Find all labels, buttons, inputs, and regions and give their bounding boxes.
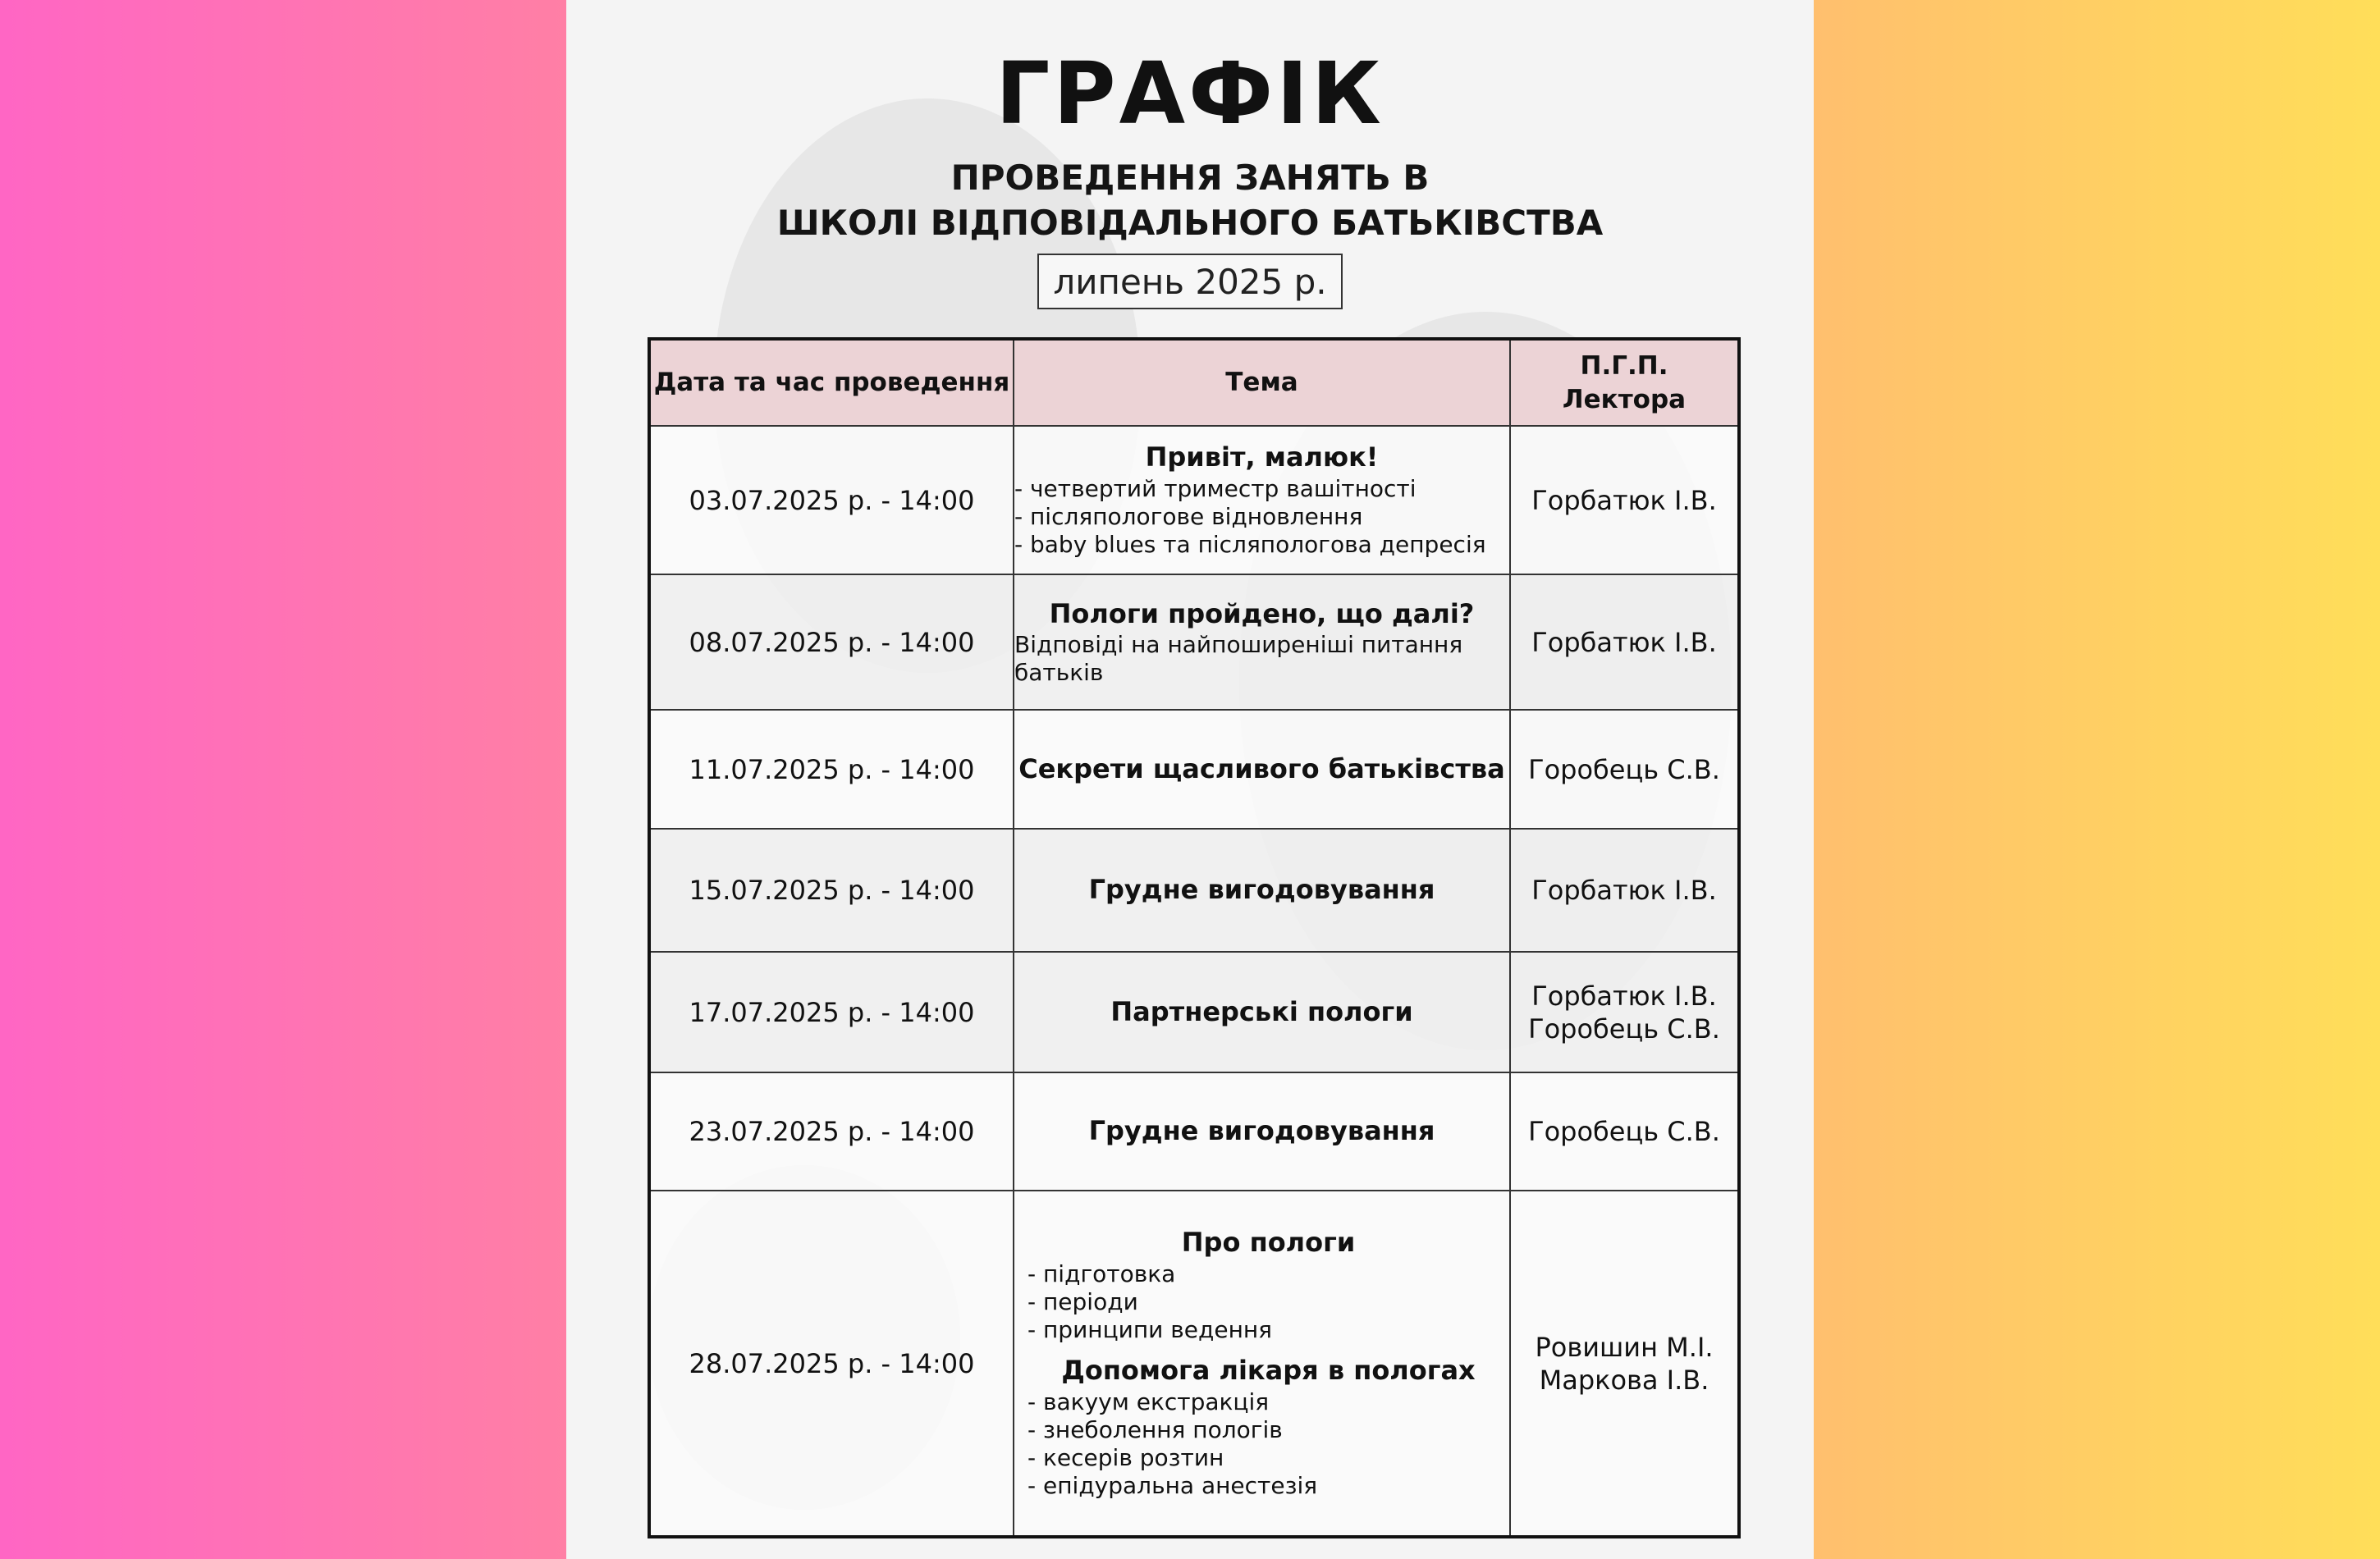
row-date: 11.07.2025 р. - 14:00 (649, 710, 1014, 829)
row-lecturer (1510, 1072, 1739, 1191)
poster-title: ГРАФІК (995, 43, 1385, 144)
topic-line: Відповіді на найпоширеніші питання (1014, 631, 1463, 659)
row-lecturer (1510, 710, 1739, 829)
row-lecturer (1510, 426, 1739, 574)
topic-line: - четвертий триместр вашітності (1014, 475, 1417, 503)
table-header-row (649, 339, 1739, 426)
lecturer-name: Горобець С.В. (1528, 1013, 1720, 1045)
topic-title: Секрети щасливого батьківства (1018, 752, 1505, 784)
left-gradient-panel (0, 0, 566, 1559)
lecturer-name: Горобець С.В. (1528, 753, 1720, 785)
schedule-table (648, 337, 1741, 1538)
schedule-poster (566, 0, 1814, 1559)
row-lecturer (1510, 829, 1739, 952)
row-date: 08.07.2025 р. - 14:00 (649, 574, 1014, 710)
row-lecturer (1510, 1191, 1739, 1537)
topic-title: Грудне вигодовування (1088, 874, 1435, 906)
topic-line: - підготовка (1028, 1260, 1176, 1287)
row-topic (1014, 829, 1510, 952)
row-date: 15.07.2025 р. - 14:00 (649, 829, 1014, 952)
header-topic: Тема (1014, 339, 1510, 426)
lecturer-name: Маркова І.В. (1539, 1364, 1709, 1396)
row-date: 23.07.2025 р. - 14:00 (649, 1072, 1014, 1191)
topic-line: - кесерів розтин (1028, 1444, 1224, 1472)
topic-title: Партнерські пологи (1110, 995, 1413, 1027)
header-lecturer-line1: П.Г.П. (1580, 351, 1668, 382)
row-date: 28.07.2025 р. - 14:00 (649, 1191, 1014, 1537)
row-lecturer (1510, 574, 1739, 710)
topic-line: - принципи ведення (1028, 1316, 1273, 1344)
poster-subtitle-line2: ШКОЛІ ВІДПОВІДАЛЬНОГО БАТЬКІВСТВА (776, 203, 1604, 243)
row-date: 03.07.2025 р. - 14:00 (649, 426, 1014, 574)
poster-subtitle-line1: ПРОВЕДЕННЯ ЗАНЯТЬ В (950, 158, 1430, 198)
topic-line: - післяпологове відновлення (1014, 503, 1363, 531)
lecturer-name: Ровишин М.І. (1535, 1331, 1714, 1363)
table-row (649, 574, 1739, 710)
table-row (649, 710, 1739, 829)
table-row (649, 829, 1739, 952)
table-row (649, 1072, 1739, 1191)
month-label: липень 2025 р. (1037, 254, 1343, 309)
row-topic (1014, 1072, 1510, 1191)
topic-line: батьків (1014, 659, 1104, 687)
topic-title: Привіт, малюк! (1145, 441, 1379, 473)
row-date: 17.07.2025 р. - 14:00 (649, 952, 1014, 1072)
topic-title: Допомога лікаря в пологах (1061, 1355, 1476, 1387)
row-lecturer (1510, 952, 1739, 1072)
row-topic (1014, 1191, 1510, 1537)
row-topic (1014, 710, 1510, 829)
right-gradient-panel (1814, 0, 2380, 1559)
table-row (649, 952, 1739, 1072)
topic-title: Про пологи (1181, 1227, 1356, 1259)
lecturer-name: Горбатюк І.В. (1531, 980, 1717, 1012)
header-date: Дата та час проведення (649, 339, 1014, 426)
topic-line: - вакуум екстракція (1028, 1388, 1270, 1416)
header-lecturer-line2: Лектора (1562, 384, 1687, 414)
lecturer-name: Горбатюк І.В. (1531, 875, 1717, 906)
row-topic (1014, 952, 1510, 1072)
table-row (649, 426, 1739, 574)
row-topic (1014, 426, 1510, 574)
topic-title: Пологи пройдено, що далі? (1049, 597, 1475, 629)
topic-title: Грудне вигодовування (1088, 1115, 1435, 1147)
topic-line: - епідуральна анестезія (1028, 1472, 1318, 1500)
topic-line: - періоди (1028, 1288, 1138, 1316)
topic-line: - знеболення пологів (1028, 1416, 1283, 1444)
lecturer-name: Горбатюк І.В. (1531, 626, 1717, 658)
table-row (649, 1191, 1739, 1537)
header-lecturer (1510, 339, 1739, 426)
lecturer-name: Горобець С.В. (1528, 1116, 1720, 1147)
lecturer-name: Горбатюк І.В. (1531, 484, 1717, 516)
topic-line: - baby blues та післяпологова депресія (1014, 531, 1486, 559)
row-topic (1014, 574, 1510, 710)
